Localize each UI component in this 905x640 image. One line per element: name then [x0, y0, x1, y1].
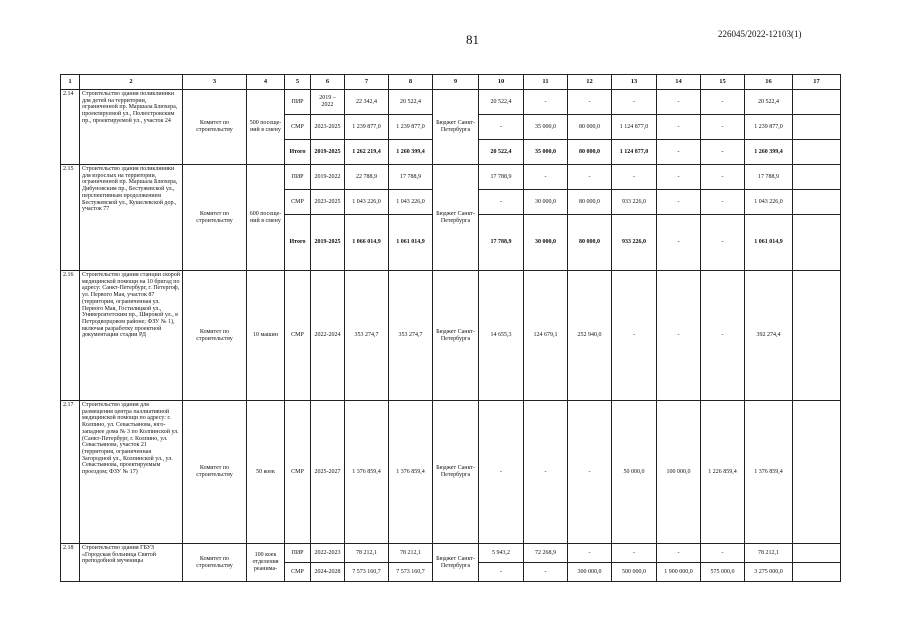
amount-cell: 100 000,0 [657, 401, 701, 544]
column-header-16: 16 [745, 75, 793, 90]
amount-cell [793, 401, 841, 544]
amount-cell: 17 788,9 [479, 215, 524, 271]
amount-cell: - [612, 165, 657, 190]
work-type-cell: ПИР [285, 544, 311, 563]
period-cell: 2019-2025 [311, 140, 345, 165]
amount-cell: 124 679,1 [524, 271, 568, 401]
remaining-cost-cell: 353 274,7 [389, 271, 433, 401]
amount-cell: - [524, 563, 568, 582]
amount-cell [793, 115, 841, 140]
table-row [61, 401, 841, 544]
amount-cell: 20 522,4 [479, 140, 524, 165]
amount-cell: 1 124 877,0 [612, 140, 657, 165]
amount-cell [793, 165, 841, 190]
table-row [61, 90, 841, 115]
item-number: 2.18 [61, 544, 80, 582]
period-cell: 2022-2024 [311, 271, 345, 401]
amount-cell [793, 563, 841, 582]
amount-cell: - [657, 140, 701, 165]
capacity-cell: 50 коек [247, 401, 285, 544]
work-type-cell: СМР [285, 563, 311, 582]
work-type-cell: СМР [285, 115, 311, 140]
amount-cell: 80 000,0 [568, 190, 612, 215]
amount-cell: 1 900 000,0 [657, 563, 701, 582]
amount-cell: - [524, 401, 568, 544]
remaining-cost-cell: 17 788,9 [389, 165, 433, 190]
amount-cell: - [524, 90, 568, 115]
estimated-cost-cell: 1 376 859,4 [345, 401, 389, 544]
column-header-4: 4 [247, 75, 285, 90]
amount-cell: - [657, 544, 701, 563]
amount-cell: 50 000,0 [612, 401, 657, 544]
estimated-cost-cell: 1 262 219,4 [345, 140, 389, 165]
column-header-5: 5 [285, 75, 311, 90]
amount-cell [793, 271, 841, 401]
customer-cell: Комитет по строительству [183, 165, 247, 271]
funding-source-cell: Бюджет Санкт-Петербурга [433, 271, 479, 401]
amount-cell: 1 376 859,4 [745, 401, 793, 544]
amount-cell: - [657, 190, 701, 215]
amount-cell: 5 943,2 [479, 544, 524, 563]
amount-cell: 20 522,4 [745, 90, 793, 115]
column-header-17: 17 [793, 75, 841, 90]
customer-cell: Комитет по строительству [183, 401, 247, 544]
capacity-cell: 500 посеще-ний в смену [247, 90, 285, 165]
amount-cell: 80 000,0 [568, 115, 612, 140]
amount-cell: - [479, 190, 524, 215]
estimated-cost-cell: 22 788,9 [345, 165, 389, 190]
amount-cell: - [657, 165, 701, 190]
amount-cell: - [612, 90, 657, 115]
period-cell: 2022-2023 [311, 544, 345, 563]
period-cell: 2024-2028 [311, 563, 345, 582]
table-row [61, 271, 841, 401]
item-number: 2.16 [61, 271, 80, 401]
column-header-14: 14 [657, 75, 701, 90]
estimated-cost-cell: 78 212,1 [345, 544, 389, 563]
amount-cell: 30 000,0 [524, 215, 568, 271]
amount-cell: 392 274,4 [745, 271, 793, 401]
amount-cell: 35 000,0 [524, 140, 568, 165]
amount-cell: 3 275 000,0 [745, 563, 793, 582]
period-cell: 2023-2025 [311, 190, 345, 215]
amount-cell: 78 212,1 [745, 544, 793, 563]
column-header-10: 10 [479, 75, 524, 90]
column-header-1: 1 [61, 75, 80, 90]
amount-cell: - [479, 401, 524, 544]
object-name: Строительство здания поликлиники для детей на территории, ограниченной пр. Маршала Блюхера, проектируемой ул., Полюстровским пр., проектируемой ул., участок 24 [80, 90, 183, 165]
amount-cell: 17 788,9 [745, 165, 793, 190]
estimated-cost-cell: 22 342,4 [345, 90, 389, 115]
amount-cell: 1 260 399,4 [745, 140, 793, 165]
remaining-cost-cell: 1 061 014,9 [389, 215, 433, 271]
amount-cell: - [479, 563, 524, 582]
amount-cell: 1 043 226,0 [745, 190, 793, 215]
table-row [61, 165, 841, 190]
funding-source-cell: Бюджет Санкт-Петербурга [433, 165, 479, 271]
column-header-9: 9 [433, 75, 479, 90]
amount-cell: - [568, 165, 612, 190]
amount-cell: - [657, 215, 701, 271]
amount-cell: - [657, 271, 701, 401]
remaining-cost-cell: 1 376 859,4 [389, 401, 433, 544]
estimated-cost-cell: 7 573 160,7 [345, 563, 389, 582]
amount-cell: 20 522,4 [479, 90, 524, 115]
amount-cell [793, 190, 841, 215]
amount-cell: 80 000,0 [568, 140, 612, 165]
amount-cell: - [701, 271, 745, 401]
amount-cell: - [568, 544, 612, 563]
period-cell: 2023-2025 [311, 115, 345, 140]
funding-source-cell: Бюджет Санкт-Петербурга [433, 544, 479, 582]
column-header-11: 11 [524, 75, 568, 90]
column-header-7: 7 [345, 75, 389, 90]
amount-cell: 80 000,0 [568, 215, 612, 271]
capacity-cell: 600 посеще-ний в смену [247, 165, 285, 271]
period-cell: 2025-2027 [311, 401, 345, 544]
funding-source-cell: Бюджет Санкт-Петербурга [433, 90, 479, 165]
page-number: 81 [466, 32, 479, 47]
object-name: Строительство здания поликлиники для взрослых на территории, ограниченной пр. Маршала Блюхера, Дибуновским пр., Бестужевской ул., перспективным продолжением Бестужевской ул., Кушелевской дор., участок 77 [80, 165, 183, 271]
amount-cell: - [612, 544, 657, 563]
amount-cell: 72 268,9 [524, 544, 568, 563]
work-type-cell: СМР [285, 271, 311, 401]
amount-cell: 933 226,0 [612, 215, 657, 271]
amount-cell: - [479, 115, 524, 140]
amount-cell: 30 000,0 [524, 190, 568, 215]
column-header-2: 2 [80, 75, 183, 90]
capacity-cell: 10 машин [247, 271, 285, 401]
amount-cell: 1 226 859,4 [701, 401, 745, 544]
amount-cell: - [524, 165, 568, 190]
work-type-cell: Итого [285, 140, 311, 165]
amount-cell: - [701, 165, 745, 190]
item-number: 2.15 [61, 165, 80, 271]
amount-cell: 17 788,9 [479, 165, 524, 190]
table-row [61, 544, 841, 563]
amount-cell: 575 000,0 [701, 563, 745, 582]
estimated-cost-cell: 353 274,7 [345, 271, 389, 401]
column-header-6: 6 [311, 75, 345, 90]
capacity-cell: 100 коек отделения реанима- [247, 544, 285, 582]
amount-cell: 14 655,3 [479, 271, 524, 401]
estimated-cost-cell: 1 066 014,9 [345, 215, 389, 271]
amount-cell: 1 124 877,0 [612, 115, 657, 140]
object-name: Строительство здания ГБУЗ «Городская больница Святой преподобной мученицы [80, 544, 183, 582]
object-name: Строительство здания для размещения центра паллиативной медицинской помощи по адресу: г. Колпино, ул. Севастьянова, юго-западнее дома № 3 по Колпинской ул. (Санкт-Петербург, г. Колпино, ул. Севастьянова, участок 21 (территория, ограниченная Загородной ул., Колпинской ул., ул. Севастьянова, проектируемым проездом; ФЗУ № 17) [80, 401, 183, 544]
amount-cell [793, 90, 841, 115]
work-type-cell: ПИР [285, 90, 311, 115]
document-id: 226045/2022-12103(1) [718, 29, 802, 39]
amount-cell [793, 140, 841, 165]
amount-cell: - [701, 90, 745, 115]
work-type-cell: Итого [285, 215, 311, 271]
column-header-13: 13 [612, 75, 657, 90]
remaining-cost-cell: 20 522,4 [389, 90, 433, 115]
work-type-cell: ПИР [285, 165, 311, 190]
amount-cell: 500 000,0 [612, 563, 657, 582]
amount-cell: - [568, 90, 612, 115]
amount-cell [793, 215, 841, 271]
item-number: 2.14 [61, 90, 80, 165]
estimated-cost-cell: 1 239 877,0 [345, 115, 389, 140]
customer-cell: Комитет по строительству [183, 544, 247, 582]
amount-cell: - [701, 140, 745, 165]
estimated-cost-cell: 1 043 226,0 [345, 190, 389, 215]
period-cell: 2019-2025 [311, 215, 345, 271]
column-header-15: 15 [701, 75, 745, 90]
remaining-cost-cell: 1 239 877,0 [389, 115, 433, 140]
object-name: Строительство здания станции скорой медицинской помощи на 10 бригад по адресу: Санкт-Петербург, г. Петергоф, ул. Первого Мая, участок 87 (территория, ограниченная ул. Первого Мая, Гостилицкой ул., Университетским пр., Широкой ул., в Петродворцовом районе; ФЗУ № 1), включая разработку проектной документации стадии РД [80, 271, 183, 401]
work-type-cell: СМР [285, 401, 311, 544]
column-header-8: 8 [389, 75, 433, 90]
amount-cell: - [701, 115, 745, 140]
funding-source-cell: Бюджет Санкт-Петербурга [433, 401, 479, 544]
column-header-12: 12 [568, 75, 612, 90]
amount-cell: - [701, 190, 745, 215]
item-number: 2.17 [61, 401, 80, 544]
column-header-3: 3 [183, 75, 247, 90]
remaining-cost-cell: 1 260 399,4 [389, 140, 433, 165]
amount-cell: 300 000,0 [568, 563, 612, 582]
header-row [61, 75, 841, 90]
amount-cell: - [568, 401, 612, 544]
funding-table [60, 74, 841, 582]
amount-cell: 35 000,0 [524, 115, 568, 140]
customer-cell: Комитет по строительству [183, 271, 247, 401]
remaining-cost-cell: 1 043 226,0 [389, 190, 433, 215]
amount-cell: 933 226,0 [612, 190, 657, 215]
period-cell: 2019-2022 [311, 165, 345, 190]
amount-cell: 1 239 877,0 [745, 115, 793, 140]
amount-cell: - [657, 90, 701, 115]
amount-cell: - [701, 544, 745, 563]
amount-cell: - [701, 215, 745, 271]
amount-cell: - [657, 115, 701, 140]
amount-cell: 252 940,0 [568, 271, 612, 401]
remaining-cost-cell: 7 573 160,7 [389, 563, 433, 582]
remaining-cost-cell: 78 212,1 [389, 544, 433, 563]
work-type-cell: СМР [285, 190, 311, 215]
amount-cell [793, 544, 841, 563]
amount-cell: 1 061 014,9 [745, 215, 793, 271]
period-cell: 2019 – 2022 [311, 90, 345, 115]
amount-cell: - [612, 271, 657, 401]
customer-cell: Комитет по строительству [183, 90, 247, 165]
